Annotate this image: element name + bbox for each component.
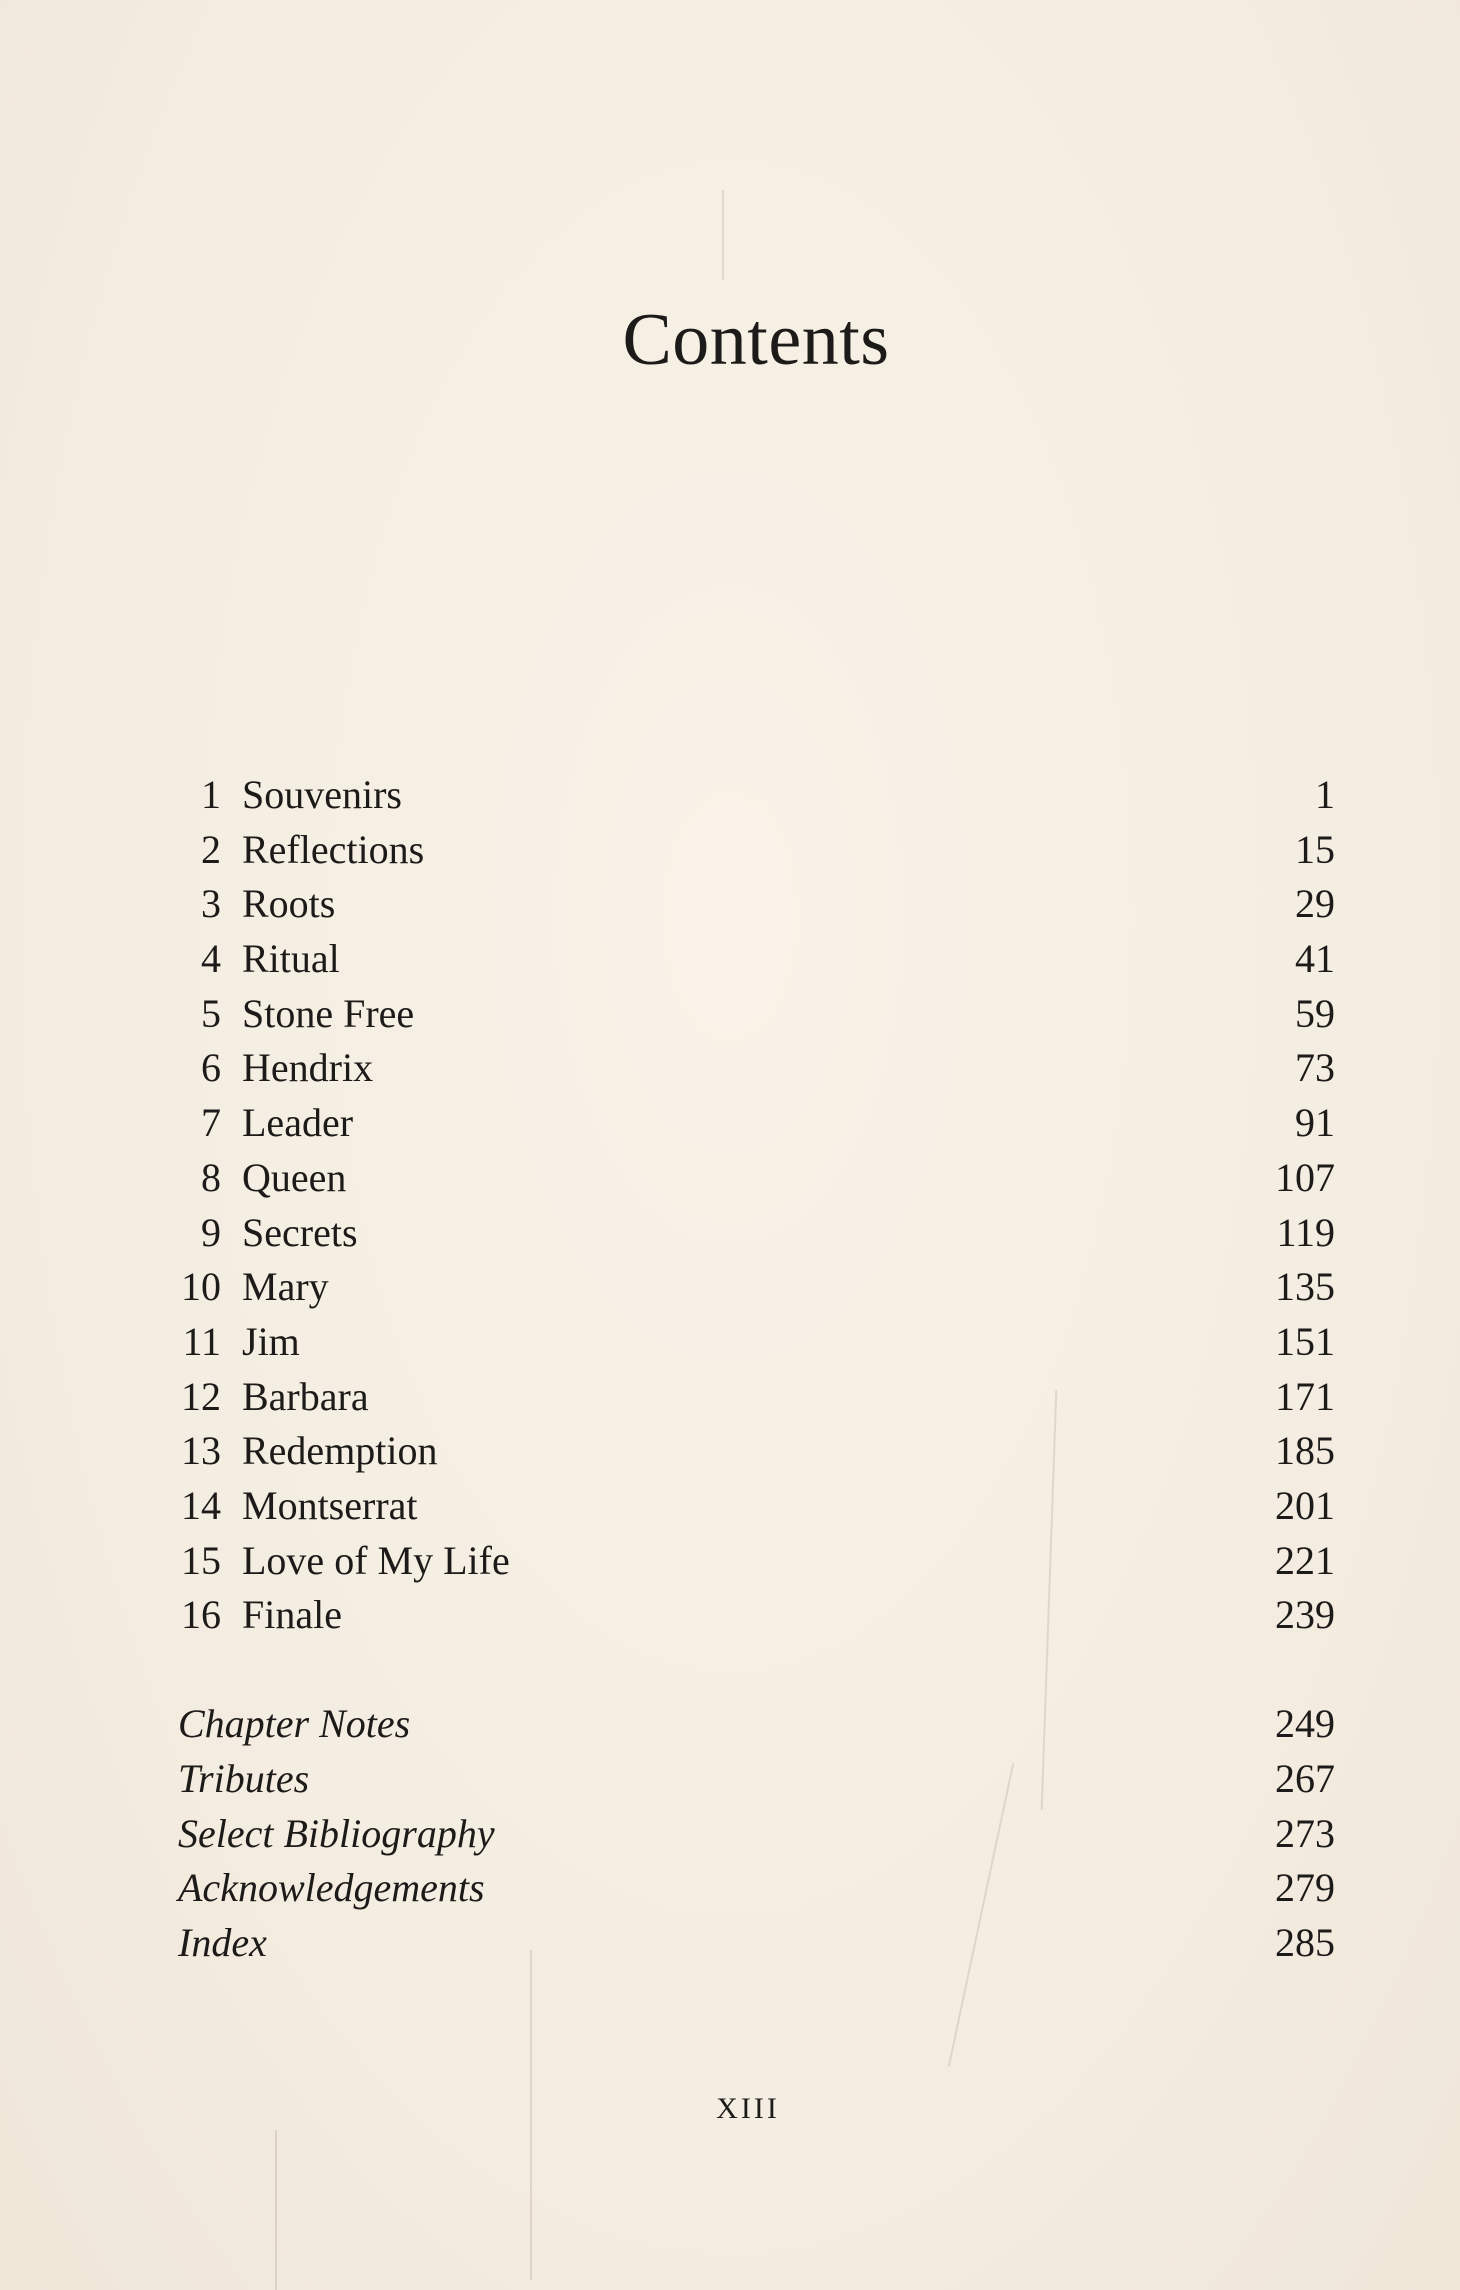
chapter-number: 1 [201,772,221,817]
chapter-entry[interactable] [175,932,1335,987]
chapter-number: 7 [201,1100,221,1146]
chapter-page-number: 185 [1275,1428,1335,1474]
chapter-page-number: 91 [1295,1100,1335,1146]
chapter-title: Finale [242,1592,342,1638]
chapter-title: Montserrat [242,1482,418,1528]
paper-scratch [722,190,724,280]
chapter-entry[interactable] [175,1479,1335,1534]
chapter-number: 6 [201,1045,221,1091]
back-matter-title: Index [178,1920,267,1966]
chapter-title: Secrets [242,1209,358,1255]
chapter-page-number: 1 [1315,772,1335,817]
back-matter-entry[interactable] [178,1697,1335,1752]
chapter-page-number: 59 [1295,990,1335,1036]
chapter-entry[interactable] [175,1315,1335,1370]
back-matter-title: Chapter Notes [178,1701,411,1746]
chapter-entry[interactable] [175,987,1335,1042]
back-matter-entry[interactable] [178,1807,1335,1862]
chapter-number: 14 [181,1482,221,1528]
chapter-page-number: 151 [1275,1318,1335,1364]
chapter-entry[interactable] [175,1534,1335,1589]
chapter-entry[interactable] [175,1370,1335,1425]
chapter-page-number: 239 [1275,1592,1335,1638]
back-matter-entry[interactable] [178,1752,1335,1807]
chapter-entry[interactable] [175,1096,1335,1151]
page-title: Contents [622,299,890,381]
chapter-number: 15 [181,1537,221,1583]
chapter-number: 8 [201,1154,221,1200]
chapter-page-number: 221 [1275,1537,1335,1583]
chapter-entry[interactable] [175,823,1335,878]
chapter-entry[interactable] [175,1424,1335,1479]
chapter-number: 10 [181,1264,221,1310]
chapter-number: 2 [201,826,221,872]
chapter-page-number: 15 [1295,826,1335,872]
chapter-page-number: 135 [1275,1264,1335,1310]
chapter-number: 4 [201,936,221,982]
chapter-number: 16 [181,1592,221,1638]
chapter-number: 5 [201,990,221,1036]
chapter-number: 12 [181,1373,221,1419]
chapter-entry[interactable] [175,1260,1335,1315]
chapter-title: Queen [242,1154,347,1200]
page-folio: XIII [716,2092,780,2125]
chapter-entry[interactable] [175,768,1335,823]
back-matter-page-number: 279 [1275,1865,1335,1911]
chapter-title: Leader [242,1100,354,1146]
back-matter-page-number: 267 [1275,1755,1335,1801]
chapter-page-number: 107 [1275,1154,1335,1200]
chapter-title: Mary [242,1264,329,1310]
back-matter-title: Acknowledgements [178,1865,485,1911]
chapter-title: Souvenirs [242,772,402,817]
back-matter-page-number: 273 [1275,1810,1335,1856]
chapter-title: Ritual [242,936,340,982]
chapter-entry[interactable] [175,1151,1335,1206]
chapter-title: Redemption [242,1428,438,1474]
chapter-title: Barbara [242,1373,369,1419]
chapter-page-number: 73 [1295,1045,1335,1091]
chapter-page-number: 171 [1275,1373,1335,1419]
chapter-entry[interactable] [175,1206,1335,1261]
chapter-number: 9 [201,1209,221,1255]
chapter-title: Jim [242,1318,300,1364]
back-matter-page-number: 249 [1275,1701,1335,1746]
chapter-list [175,768,1335,1643]
chapter-page-number: 41 [1295,936,1335,982]
chapter-number: 3 [201,881,221,927]
chapter-number: 13 [181,1428,221,1474]
back-matter-entry[interactable] [178,1916,1335,1971]
chapter-entry[interactable] [175,877,1335,932]
paper-scratch [275,2130,277,2290]
back-matter-entry[interactable] [178,1861,1335,1916]
back-matter-page-number: 285 [1275,1920,1335,1966]
chapter-number: 11 [182,1318,221,1364]
chapter-title: Reflections [242,826,425,872]
chapter-title: Stone Free [242,990,415,1036]
chapter-title: Roots [242,881,336,927]
chapter-entry[interactable] [175,1041,1335,1096]
chapter-title: Love of My Life [242,1537,510,1583]
chapter-page-number: 29 [1295,881,1335,927]
chapter-page-number: 119 [1276,1209,1335,1255]
chapter-page-number: 201 [1275,1482,1335,1528]
back-matter-title: Select Bibliography [178,1810,495,1856]
back-matter-list [178,1697,1335,1971]
chapter-entry[interactable] [175,1588,1335,1643]
chapter-title: Hendrix [242,1045,374,1091]
back-matter-title: Tributes [178,1755,310,1801]
